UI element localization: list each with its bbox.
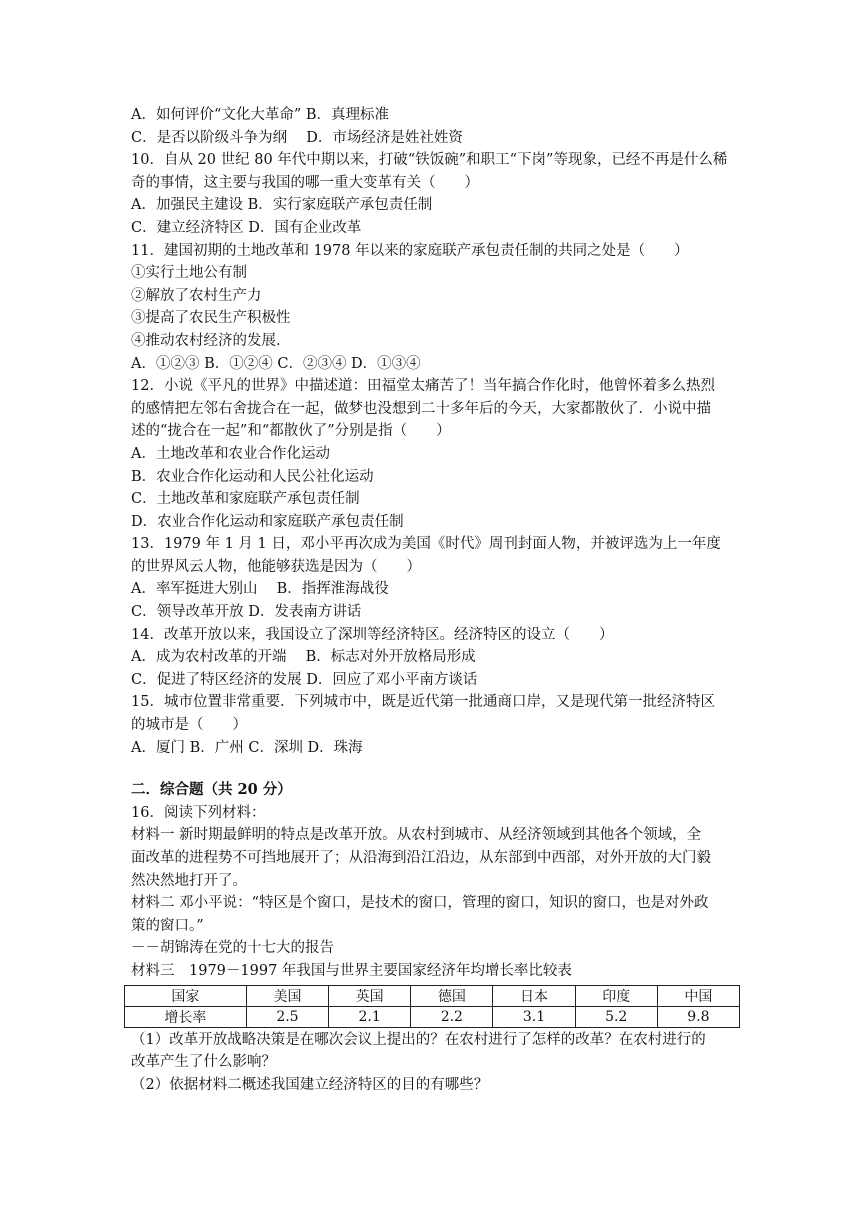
- text-line: C．领导改革开放 D．发表南方讲话: [131, 604, 362, 621]
- text-line: 16．阅读下列材料：: [131, 804, 266, 821]
- text-line: C．土地改革和家庭联产承包责任制: [131, 491, 360, 508]
- table-cell: 2.5: [246, 1006, 328, 1027]
- table-cell: 2.2: [411, 1006, 493, 1027]
- text-line: 13．1979 年 1 月 1 日，邓小平再次成为美国《时代》周刊封面人物，并被评选为上一年度: [131, 536, 721, 553]
- text-line: A．厦门 B．广州 C．深圳 D．珠海: [131, 739, 363, 756]
- text-line: 的感情把左邻右舍拢合在一起，做梦也没想到二十多年后的今天，大家都散伙了．小说中描: [131, 400, 711, 417]
- text-line: 材料一 新时期最鲜明的特点是改革开放。从农村到城市、从经济领域到其他各个领域，全: [131, 827, 702, 844]
- text-line: 奇的事情，这主要与我国的哪一重大变革有关（ ）: [131, 174, 479, 191]
- material-lines: [131, 802, 741, 983]
- document-body: [131, 104, 741, 1096]
- text-line: 14．改革开放以来，我国设立了深圳等经济特区。经济特区的设立（ ）: [131, 626, 614, 643]
- table-cell: 2.1: [329, 1006, 411, 1027]
- text-line: （2）依据材料二概述我国建立经济特区的目的有哪些？: [131, 1076, 489, 1093]
- text-line: C．是否以阶级斗争为纲 D．市场经济是姓社姓资: [131, 129, 463, 146]
- text-line: 然决然地打开了。: [131, 872, 247, 889]
- table-cell: 3.1: [493, 1006, 575, 1027]
- text-line: ③提高了农民生产积极性: [131, 310, 291, 327]
- table-header-cell: 印度: [575, 985, 657, 1006]
- text-line: A．①②③ B．①②④ C．②③④ D．①③④: [131, 355, 421, 372]
- text-line: ②解放了农村生产力: [131, 287, 262, 304]
- table-cell: 增长率: [125, 1006, 247, 1027]
- text-line: 的世界风云人物，他能够获选是因为（ ）: [131, 558, 421, 575]
- table-row: [125, 1006, 740, 1027]
- text-line: 改革产生了什么影响？: [131, 1054, 276, 1071]
- text-line: （1）改革开放战略决策是在哪次会议上提出的？在农村进行了怎样的改革？在农村进行的: [131, 1031, 706, 1048]
- text-line: 材料三 1979－1997 年我国与世界主要国家经济年均增长率比较表: [131, 962, 572, 979]
- text-line: 的城市是（ ）: [131, 717, 247, 734]
- text-line: A．土地改革和农业合作化运动: [131, 445, 330, 462]
- text-line: B．农业合作化运动和人民公社化运动: [131, 468, 374, 485]
- table-header-cell: 美国: [246, 985, 328, 1006]
- text-line: A．如何评价“文化大革命” B．真理标准: [131, 107, 390, 123]
- text-line: 15．城市位置非常重要．下列城市中，既是近代第一批通商口岸，又是现代第一批经济特区: [131, 694, 715, 711]
- question-lines-part2: [131, 1029, 741, 1097]
- text-line: 10．自从 20 世纪 80 年代中期以来，打破“铁饭碗”和职工“下岗”等现象，已经不再是什么稀: [131, 152, 728, 169]
- table-header-cell: 日本: [493, 985, 575, 1006]
- text-line: ④推动农村经济的发展．: [131, 332, 291, 349]
- text-line: 材料二 邓小平说：“特区是个窗口，是技术的窗口，管理的窗口，知识的窗口，也是对外政: [131, 895, 709, 912]
- text-line: 策的窗口。”: [131, 917, 204, 934]
- section-heading: 二．综合题（共 20 分）: [131, 781, 292, 799]
- text-line: A．加强民主建设 B．实行家庭联产承包责任制: [131, 197, 433, 214]
- table-header-cell: 国家: [125, 985, 247, 1006]
- table-header-cell: 英国: [329, 985, 411, 1006]
- table-header-row: [125, 985, 740, 1006]
- text-line: 12．小说《平凡的世界》中描述道：田福堂太痛苦了！当年搞合作化时，他曾怀着多么热烈: [131, 378, 715, 395]
- text-line: ①实行土地公有制: [131, 265, 247, 282]
- text-line: 述的“拢合在一起”和“都散伙了”分别是指（ ）: [131, 423, 451, 440]
- table-cell: 9.8: [657, 1006, 739, 1027]
- table-header-cell: 德国: [411, 985, 493, 1006]
- text-line: D．农业合作化运动和家庭联产承包责任制: [131, 513, 404, 530]
- text-line: A．率军挺进大别山 B．指挥淮海战役: [131, 581, 389, 598]
- question-lines-part1: [131, 104, 741, 759]
- text-line: 面改革的进程势不可挡地展开了；从沿海到沿江沿边，从东部到中西部，对外开放的大门毅: [131, 850, 711, 866]
- table-cell: 5.2: [575, 1006, 657, 1027]
- text-line: －－胡锦涛在党的十七大的报告: [131, 940, 334, 957]
- growth-rate-table: [124, 985, 740, 1028]
- text-line: C．促进了特区经济的发展 D．回应了邓小平南方谈话: [131, 671, 478, 688]
- text-line: 11．建国初期的土地改革和 1978 年以来的家庭联产承包责任制的共同之处是（ ）: [131, 242, 689, 259]
- table-header-cell: 中国: [657, 985, 739, 1006]
- text-line: A．成为农村改革的开端 B．标志对外开放格局形成: [131, 649, 476, 666]
- text-line: C．建立经济特区 D．国有企业改革: [131, 219, 362, 236]
